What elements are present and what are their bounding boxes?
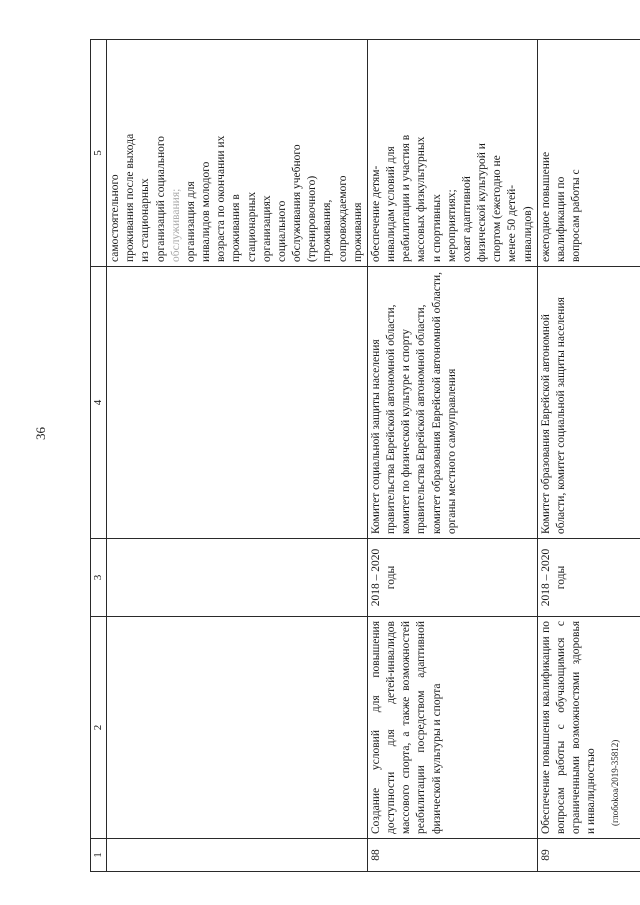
result-line: самостоятельного	[109, 174, 121, 262]
result-line: инвалидов)	[521, 206, 534, 262]
result-line: (тренировочного)	[306, 175, 319, 262]
cont-cell-4	[107, 267, 368, 539]
result-line: реабилитации и участия в	[400, 134, 413, 262]
activity-period: 2018 – 2020 годы	[537, 539, 640, 617]
result-line: организация для	[184, 181, 197, 262]
result-line: организациях	[260, 195, 273, 262]
result-line: массовых физкультурных	[415, 136, 428, 262]
result-line: обеспечение детям-	[369, 165, 382, 262]
result-line: проживания после выхода	[124, 133, 137, 262]
result-line: проживания в	[230, 194, 243, 262]
cont-cell-2	[107, 617, 368, 839]
activity-executors: Комитет образования Еврейской автономной области, комитет социальной защиты населения	[537, 267, 640, 539]
table-row-88	[367, 40, 537, 872]
result-line: квалификации по	[554, 176, 567, 262]
result-line: организаций социального	[154, 135, 167, 262]
activities-table	[90, 39, 640, 872]
result-line: из стационарных	[139, 178, 152, 262]
result-line-faded: обслуживания;	[169, 188, 182, 262]
result-line: инвалидам условий для	[385, 146, 398, 262]
activity-result	[537, 40, 640, 267]
activity-name: Обеспечение повышения квалификации по вопросам работы с обучающимися с ограниченными возможностями здоровья и инвалидностью	[537, 617, 640, 839]
cont-cell-result	[107, 40, 368, 267]
activity-name: Создание условий для повышения доступности для детей-инвалидов массового спорта, а также возможностей реабилитации посредством адаптивной физической культуры и спорта	[367, 617, 537, 839]
result-line: охват адаптивной	[460, 176, 473, 262]
result-line: стационарных	[245, 191, 258, 262]
page-number: 36	[33, 427, 48, 440]
result-line: проживания	[351, 202, 364, 262]
header-col-3: 3	[91, 539, 107, 617]
result-line: и спортивных	[430, 194, 443, 262]
header-row	[91, 40, 107, 872]
row-number: 89	[537, 839, 640, 872]
result-line: вопросам работы с	[570, 169, 583, 262]
rotated-table-container	[90, 40, 620, 872]
result-line: сопровождаемого	[336, 175, 349, 262]
header-col-1: 1	[91, 839, 107, 872]
table-row-89	[537, 40, 640, 872]
header-col-4: 4	[91, 267, 107, 539]
result-line: менее 50 детей-	[506, 184, 519, 262]
result-line: спортом (ежегодно не	[491, 155, 504, 262]
result-line: возраста по окончании их	[215, 135, 228, 262]
result-line: проживания,	[321, 199, 334, 262]
result-line: физической культурой и	[476, 143, 489, 262]
result-line: ежегодное повышение	[539, 151, 552, 262]
activity-period: 2018 – 2020 годы	[367, 539, 537, 617]
header-col-2: 2	[91, 617, 107, 839]
footer-document-code: (глобоkоа/2019-35812)	[610, 739, 620, 826]
result-line: инвалидов молодого	[200, 161, 213, 262]
table-row-continuation	[107, 40, 368, 872]
result-line: социального	[275, 200, 288, 262]
header-col-5: 5	[91, 40, 107, 267]
cont-cell-3	[107, 539, 368, 617]
activity-result	[367, 40, 537, 267]
result-line: мероприятиях;	[445, 189, 458, 262]
row-number: 88	[367, 839, 537, 872]
result-line: обслуживания учебного	[291, 144, 304, 262]
activity-executors: Комитет социальной защиты населения правительства Еврейской автономной области, комитет по физической культуре и спорту правительства Еврейской автономной области, комитет образования Еврейской автономной области, органы местного самоуправления	[367, 267, 537, 539]
cont-cell-1	[107, 839, 368, 872]
